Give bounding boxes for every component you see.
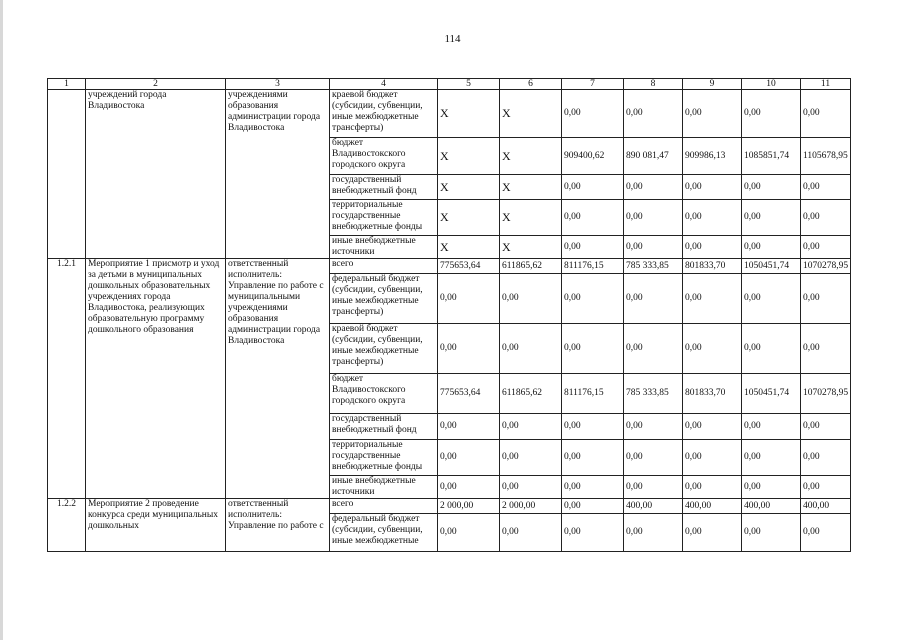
table-row	[48, 90, 851, 138]
amount-cell: 0,00	[801, 236, 851, 259]
page-number: 114	[444, 33, 461, 45]
amount-cell: 785 333,85	[624, 259, 683, 274]
amount-cell: 0,00	[801, 200, 851, 236]
amount-cell: 0,00	[683, 514, 742, 552]
header-cell: 2	[86, 79, 226, 90]
header-cell: 5	[438, 79, 500, 90]
amount-cell: X	[438, 175, 500, 200]
item-executor: ответственный исполнитель: Управление по работе с	[226, 499, 330, 552]
amount-cell: 0,00	[742, 476, 801, 499]
amount-cell: 0,00	[801, 514, 851, 552]
amount-cell: 0,00	[801, 90, 851, 138]
amount-cell: 909400,62	[562, 138, 624, 175]
amount-cell: 0,00	[683, 414, 742, 440]
amount-cell: 400,00	[742, 499, 801, 514]
amount-cell: 0,00	[683, 274, 742, 324]
amount-cell: 1085851,74	[742, 138, 801, 175]
amount-cell: 1070278,95	[801, 374, 851, 414]
amount-cell: 2 000,00	[438, 499, 500, 514]
table-row	[48, 499, 851, 514]
amount-cell: X	[438, 236, 500, 259]
amount-cell: 0,00	[742, 175, 801, 200]
amount-cell: 0,00	[562, 440, 624, 476]
amount-cell: 0,00	[562, 200, 624, 236]
funding-source: государственный внебюджетный фонд	[330, 175, 438, 200]
amount-cell: 0,00	[500, 324, 562, 374]
funding-source: территориальные государственные внебюджетные фонды	[330, 200, 438, 236]
amount-cell: 0,00	[683, 200, 742, 236]
amount-cell: 0,00	[500, 440, 562, 476]
amount-cell: 0,00	[438, 274, 500, 324]
header-cell: 7	[562, 79, 624, 90]
amount-cell: 0,00	[742, 514, 801, 552]
amount-cell: X	[500, 236, 562, 259]
amount-cell: 0,00	[562, 175, 624, 200]
amount-cell: 0,00	[624, 274, 683, 324]
amount-cell: 0,00	[742, 90, 801, 138]
amount-cell: 400,00	[683, 499, 742, 514]
amount-cell: 0,00	[742, 414, 801, 440]
amount-cell: 0,00	[742, 274, 801, 324]
amount-cell: 785 333,85	[624, 374, 683, 414]
amount-cell: 0,00	[801, 324, 851, 374]
item-name: Мероприятие 2 проведение конкурса среди муниципальных дошкольных	[86, 499, 226, 552]
amount-cell: 0,00	[683, 440, 742, 476]
header-cell: 3	[226, 79, 330, 90]
table-row	[48, 259, 851, 274]
header-cell: 1	[48, 79, 86, 90]
amount-cell: 0,00	[562, 476, 624, 499]
amount-cell: 1070278,95	[801, 259, 851, 274]
amount-cell: 909986,13	[683, 138, 742, 175]
funding-source: государственный внебюджетный фонд	[330, 414, 438, 440]
amount-cell: 0,00	[562, 324, 624, 374]
amount-cell: 0,00	[801, 440, 851, 476]
amount-cell: 775653,64	[438, 374, 500, 414]
amount-cell: 0,00	[624, 414, 683, 440]
header-row	[48, 79, 851, 90]
amount-cell: 0,00	[683, 90, 742, 138]
amount-cell: X	[438, 90, 500, 138]
item-code	[48, 90, 86, 259]
amount-cell: 0,00	[742, 200, 801, 236]
header-cell: 4	[330, 79, 438, 90]
item-executor: учреждениями образования администрации города Владивостока	[226, 90, 330, 259]
amount-cell: X	[500, 200, 562, 236]
amount-cell: 0,00	[801, 476, 851, 499]
item-code: 1.2.2	[48, 499, 86, 552]
header-cell: 9	[683, 79, 742, 90]
funding-source: всего	[330, 499, 438, 514]
header-cell: 6	[500, 79, 562, 90]
amount-cell: X	[438, 200, 500, 236]
funding-source: территориальные государственные внебюджетные фонды	[330, 440, 438, 476]
funding-source: федеральный бюджет (субсидии, субвенции, иные межбюджетные трансферты)	[330, 274, 438, 324]
amount-cell: 0,00	[801, 274, 851, 324]
amount-cell: 0,00	[624, 440, 683, 476]
amount-cell: 0,00	[683, 324, 742, 374]
amount-cell: 400,00	[624, 499, 683, 514]
amount-cell: 0,00	[438, 324, 500, 374]
amount-cell: 0,00	[624, 514, 683, 552]
funding-source: бюджет Владивостокского городского округа	[330, 374, 438, 414]
amount-cell: 0,00	[500, 414, 562, 440]
amount-cell: 0,00	[500, 274, 562, 324]
amount-cell: X	[500, 138, 562, 175]
amount-cell: 0,00	[683, 236, 742, 259]
amount-cell: 0,00	[742, 324, 801, 374]
amount-cell: 0,00	[624, 236, 683, 259]
amount-cell: 811176,15	[562, 374, 624, 414]
amount-cell: 0,00	[438, 476, 500, 499]
amount-cell: X	[500, 175, 562, 200]
amount-cell: 890 081,47	[624, 138, 683, 175]
amount-cell: 0,00	[801, 175, 851, 200]
amount-cell: 611865,62	[500, 259, 562, 274]
item-code: 1.2.1	[48, 259, 86, 499]
budget-table	[47, 78, 851, 552]
amount-cell: 0,00	[801, 414, 851, 440]
amount-cell: 0,00	[438, 440, 500, 476]
funding-source: краевой бюджет (субсидии, субвенции, иные межбюджетные трансферты)	[330, 324, 438, 374]
amount-cell: 0,00	[438, 514, 500, 552]
amount-cell: 801833,70	[683, 374, 742, 414]
amount-cell: 1050451,74	[742, 259, 801, 274]
amount-cell: 0,00	[624, 175, 683, 200]
amount-cell: 0,00	[683, 175, 742, 200]
amount-cell: 775653,64	[438, 259, 500, 274]
amount-cell: 0,00	[438, 414, 500, 440]
amount-cell: 0,00	[624, 90, 683, 138]
amount-cell: 0,00	[742, 440, 801, 476]
amount-cell: 801833,70	[683, 259, 742, 274]
item-name: учреждений города Владивостока	[86, 90, 226, 259]
funding-source: всего	[330, 259, 438, 274]
amount-cell: 0,00	[624, 324, 683, 374]
amount-cell: 0,00	[562, 90, 624, 138]
funding-source: иные внебюджетные источники	[330, 236, 438, 259]
funding-source: бюджет Владивостокского городского округа	[330, 138, 438, 175]
amount-cell: 0,00	[624, 476, 683, 499]
amount-cell: 400,00	[801, 499, 851, 514]
amount-cell: 0,00	[500, 514, 562, 552]
amount-cell: X	[438, 138, 500, 175]
amount-cell: 0,00	[683, 476, 742, 499]
funding-source: иные внебюджетные источники	[330, 476, 438, 499]
amount-cell: 1050451,74	[742, 374, 801, 414]
amount-cell: 0,00	[562, 274, 624, 324]
item-executor: ответственный исполнитель: Управление по работе с муниципальными учреждениями образования администрации города Владивостока	[226, 259, 330, 499]
header-cell: 8	[624, 79, 683, 90]
amount-cell: 2 000,00	[500, 499, 562, 514]
amount-cell: 0,00	[562, 236, 624, 259]
amount-cell: 1105678,95	[801, 138, 851, 175]
funding-source: федеральный бюджет (субсидии, субвенции, иные межбюджетные	[330, 514, 438, 552]
amount-cell: 811176,15	[562, 259, 624, 274]
amount-cell: X	[500, 90, 562, 138]
scan-edge	[0, 0, 3, 640]
amount-cell: 0,00	[500, 476, 562, 499]
amount-cell: 611865,62	[500, 374, 562, 414]
header-cell: 10	[742, 79, 801, 90]
amount-cell: 0,00	[562, 514, 624, 552]
amount-cell: 0,00	[562, 499, 624, 514]
header-cell: 11	[801, 79, 851, 90]
amount-cell: 0,00	[742, 236, 801, 259]
amount-cell: 0,00	[624, 200, 683, 236]
funding-source: краевой бюджет (субсидии, субвенции, иные межбюджетные трансферты)	[330, 90, 438, 138]
amount-cell: 0,00	[562, 414, 624, 440]
item-name: Мероприятие 1 присмотр и уход за детьми в муниципальных дошкольных образовательных учреждениях города Владивостока, реализующих образовательную программу дошкольного образования	[86, 259, 226, 499]
